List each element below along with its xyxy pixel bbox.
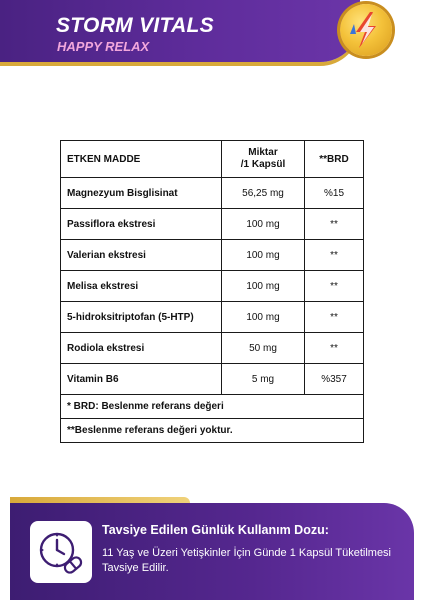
dosage-footer [10,497,414,600]
footnote-row [61,395,364,419]
table-row [61,209,364,240]
header-amount-line1: Miktar [248,147,278,158]
ingredient-name: Magnezyum Bisglisinat [61,178,222,209]
lightning-bolt-icon [340,4,392,56]
ingredient-amount: 100 mg [222,209,305,240]
table-header-row [61,141,364,178]
ingredient-rdv: %15 [305,178,364,209]
ingredient-amount: 50 mg [222,333,305,364]
table-row [61,333,364,364]
logo-badge [340,4,392,56]
table-row [61,364,364,395]
table-row [61,302,364,333]
ingredient-amount: 5 mg [222,364,305,395]
ingredient-name: Passiflora ekstresi [61,209,222,240]
dosage-text: 11 Yaş ve Üzeri Yetişkinler İçin Günde 1 Kapsül Tüketilmesi Tavsiye Edilir. [102,547,392,574]
ingredient-amount: 56,25 mg [222,178,305,209]
dosage-icon-box [30,521,92,583]
ingredient-rdv: %357 [305,364,364,395]
ingredient-amount: 100 mg [222,302,305,333]
header-amount [222,141,305,178]
ingredient-name: Rodiola ekstresi [61,333,222,364]
footnote-brd: * BRD: Beslenme referans değeri [61,395,364,419]
ingredient-amount: 100 mg [222,271,305,302]
ingredient-name: 5-hidroksitriptofan (5-HTP) [61,302,222,333]
header-amount-line2: /1 Kapsül [240,159,286,170]
ingredient-rdv: ** [305,333,364,364]
ingredient-amount: 100 mg [222,240,305,271]
ingredient-name: Valerian ekstresi [61,240,222,271]
ingredient-rdv: ** [305,271,364,302]
clock-capsule-icon [30,521,92,583]
product-subtitle: HAPPY RELAX [57,39,150,54]
table-row [61,178,364,209]
header-ingredient: ETKEN MADDE [61,141,222,178]
ingredient-name: Melisa ekstresi [61,271,222,302]
header-rdv: **BRD [305,141,364,178]
ingredient-rdv: ** [305,240,364,271]
ingredient-name: Vitamin B6 [61,364,222,395]
ingredient-rdv: ** [305,209,364,240]
footnote-no-brd: **Beslenme referans değeri yoktur. [61,419,364,443]
header-banner [0,0,424,72]
ingredient-rdv: ** [305,302,364,333]
table-row [61,271,364,302]
dosage-title: Tavsiye Edilen Günlük Kullanım Dozu: [102,523,329,537]
brand-title: STORM VITALS [56,14,214,37]
table-row [61,240,364,271]
dosage-panel [10,503,414,600]
ingredients-table [60,140,364,443]
footnote-row [61,419,364,443]
